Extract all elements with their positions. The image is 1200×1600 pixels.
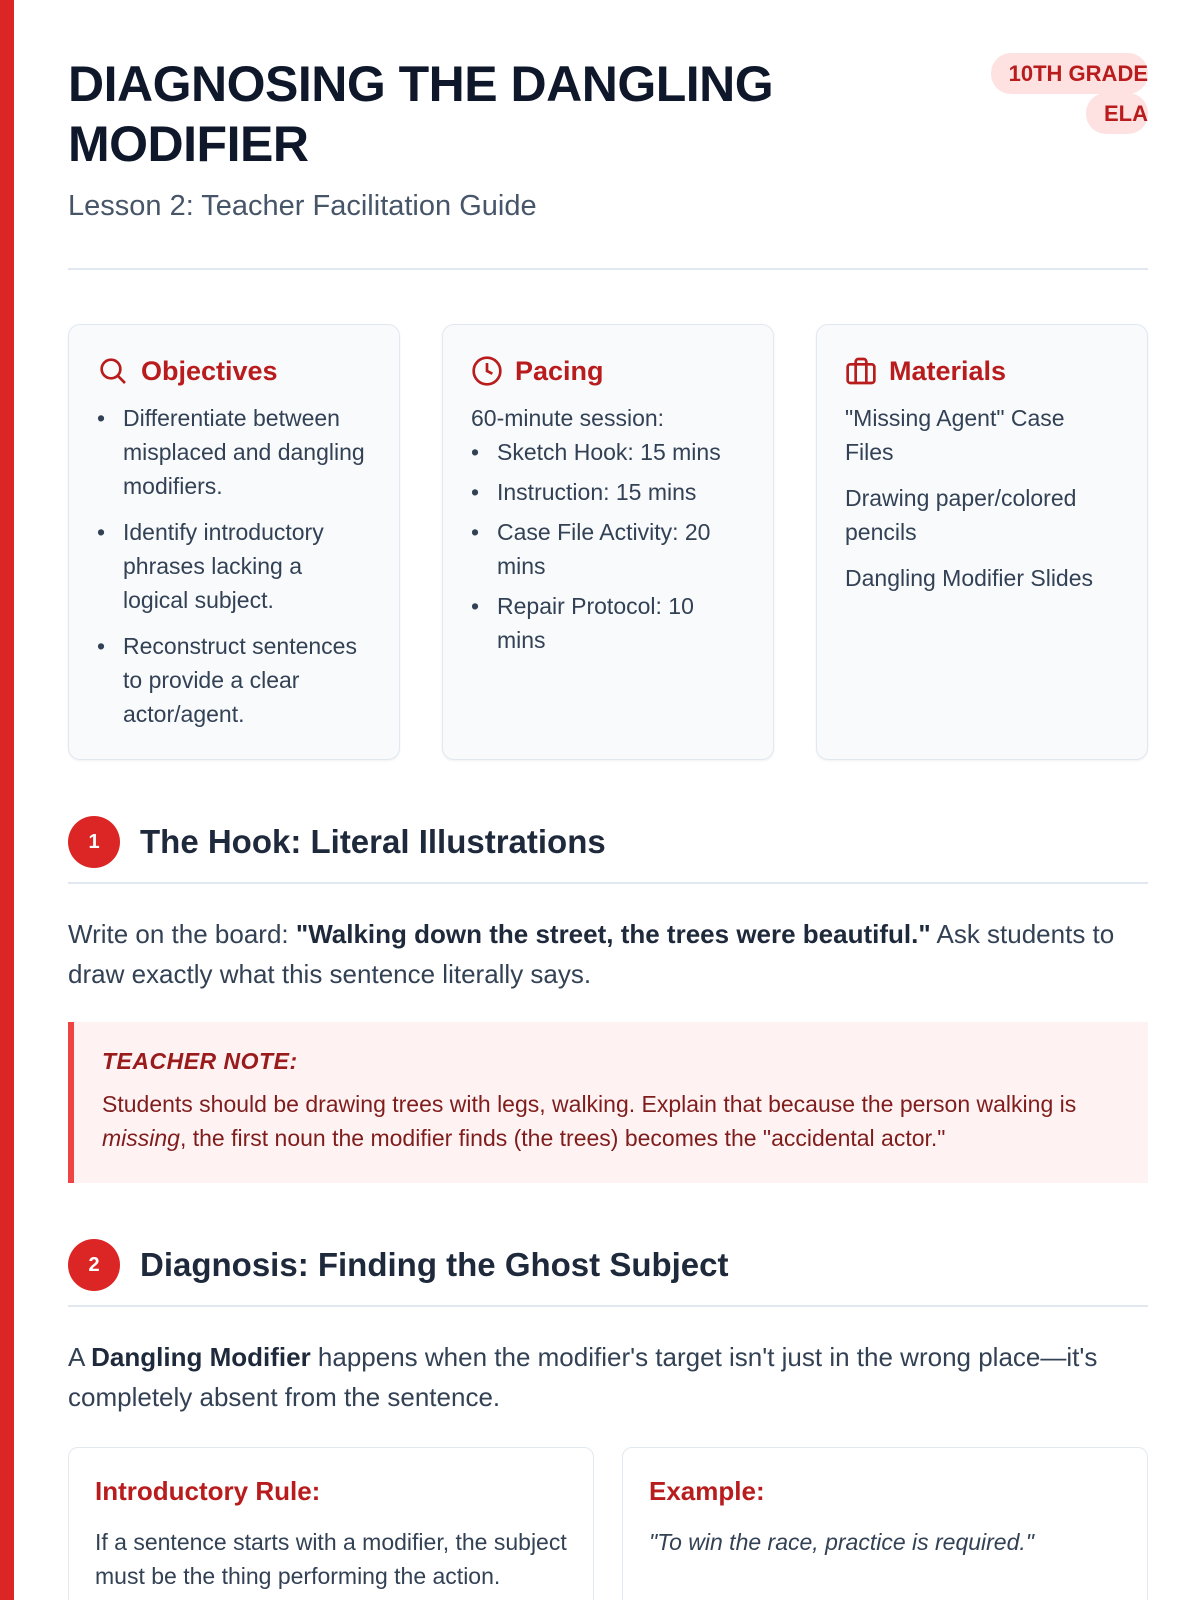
text-span: Students should be drawing trees with legs, walking. Explain that because the person walking is [102, 1091, 1077, 1117]
grade-badge-wrap [984, 54, 1148, 134]
board-sentence: "Walking down the street, the trees were beautiful." [295, 919, 931, 949]
overview-cards [68, 324, 1148, 760]
objectives-list [97, 401, 371, 731]
hook-instructions [68, 914, 1148, 994]
page-subtitle: Lesson 2: Teacher Facilitation Guide [68, 190, 537, 222]
materials-list [845, 401, 1119, 595]
teacher-note-label: TEACHER NOTE: [102, 1048, 298, 1074]
materials-header [845, 355, 1119, 387]
materials-card [816, 324, 1148, 760]
list-item: • Sketch Hook: 15 mins [471, 435, 745, 469]
step-number: 2 [68, 1239, 120, 1291]
section-header [68, 1239, 1148, 1307]
list-item: • Identify introductory phrases lacking a logical subject. [97, 515, 371, 617]
section-header [68, 816, 1148, 884]
list-item: "Missing Agent" Case Files [845, 405, 1065, 465]
section-title: The Hook: Literal Illustrations [140, 823, 606, 860]
pacing-header [471, 355, 745, 387]
briefcase-icon [845, 355, 877, 387]
lesson-guide [68, 0, 1148, 1600]
clock-icon [471, 355, 503, 387]
list-item: Drawing paper/colored pencils [845, 485, 1077, 545]
text-span: Ask students to draw exactly what this sentence literally says. [68, 919, 1115, 989]
rule-cards [68, 1447, 1148, 1600]
example-label: Example: [649, 1476, 765, 1506]
grade-badge: 10TH GRADE ELA [991, 53, 1148, 134]
teacher-note-text [102, 1087, 1118, 1155]
diagnosis-definition [68, 1337, 1148, 1417]
page-header [68, 0, 1148, 270]
example-text: "To win the race, practice is required." [649, 1529, 1034, 1555]
list-item: Dangling Modifier Slides [845, 565, 1094, 591]
section-title: Diagnosis: Finding the Ghost Subject [140, 1246, 729, 1283]
list-item: • Reconstruct sentences to provide a clear actor/agent. [97, 629, 371, 731]
example-card [622, 1447, 1148, 1600]
pacing-title: Pacing [515, 355, 604, 386]
pacing-card [442, 324, 774, 760]
materials-title: Materials [889, 355, 1007, 386]
pacing-intro: 60-minute session: [471, 405, 665, 431]
text-span: happens when the modifier's target isn't just in the wrong place—it's completely absent from the sentence. [68, 1342, 1098, 1412]
page-title: DIAGNOSING THE DANGLING MODIFIER [68, 56, 774, 172]
term: Dangling Modifier [91, 1342, 311, 1372]
pacing-list [471, 435, 745, 657]
rule-card [68, 1447, 594, 1600]
objectives-card [68, 324, 400, 760]
text-span: , the first noun the modifier finds (the trees) becomes the "accidental actor." [179, 1125, 946, 1151]
section-hook [68, 816, 1148, 1183]
step-number: 1 [68, 816, 120, 868]
text-span: A [68, 1342, 92, 1372]
rule-label: Introductory Rule: [95, 1476, 321, 1506]
rule-text: If a sentence starts with a modifier, the subject must be the thing performing the action. [95, 1529, 567, 1589]
objectives-title: Objectives [141, 355, 278, 386]
list-item: • Instruction: 15 mins [471, 475, 745, 509]
emphasis: missing [102, 1125, 180, 1151]
list-item: • Differentiate between misplaced and dangling modifiers. [97, 401, 371, 503]
list-item: • Case File Activity: 20 mins [471, 515, 745, 583]
teacher-note [68, 1022, 1148, 1183]
search-icon [97, 355, 129, 387]
text-span: Write on the board: [68, 919, 296, 949]
list-item: • Repair Protocol: 10 mins [471, 589, 745, 657]
objectives-header [97, 355, 371, 387]
accent-bar [0, 0, 14, 1600]
section-diagnosis [68, 1239, 1148, 1600]
